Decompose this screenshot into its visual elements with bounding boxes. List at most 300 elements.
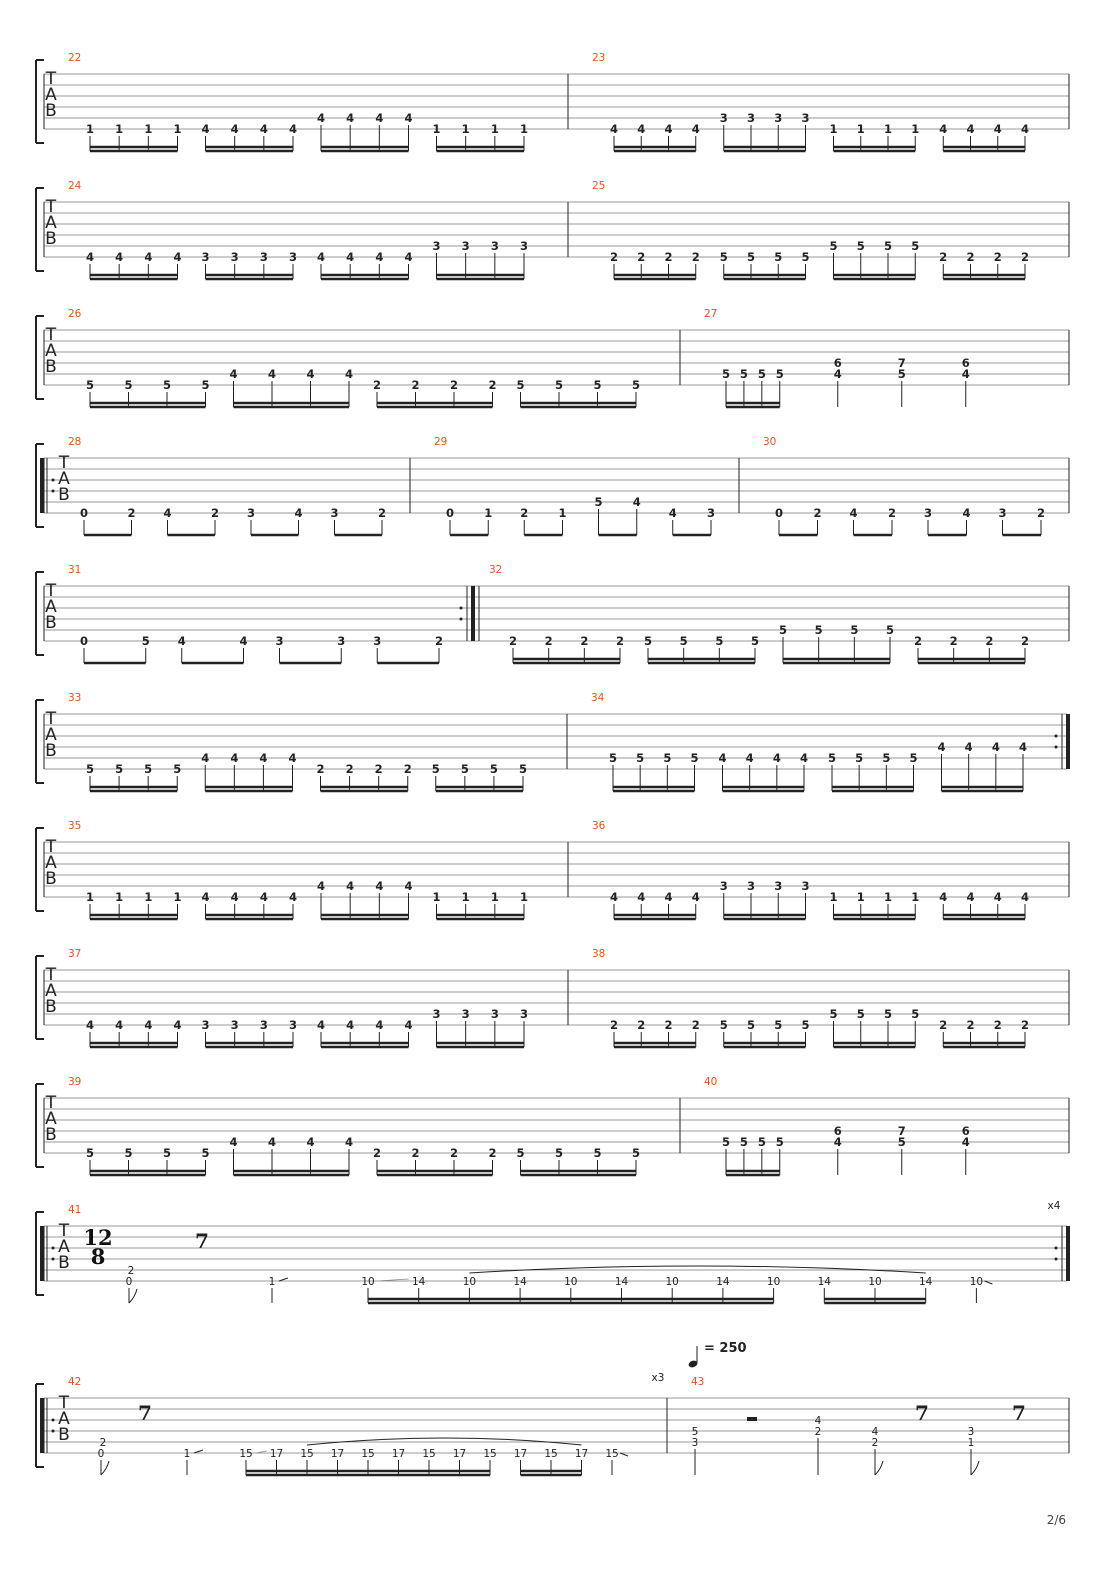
fret-number: 5 bbox=[631, 1146, 641, 1160]
fret-number: 4 bbox=[288, 890, 298, 904]
fret-number: 5 bbox=[721, 367, 731, 381]
fret-number: 5 bbox=[856, 239, 865, 253]
fret-number: 5 bbox=[115, 762, 124, 776]
fret-number: 5 bbox=[201, 378, 210, 392]
fret-number: 2 bbox=[544, 634, 553, 648]
fret-number: 2 bbox=[580, 634, 589, 648]
repeat-count: x4 bbox=[1047, 1200, 1061, 1212]
fret-number: 4 bbox=[259, 751, 268, 765]
fret-number: 2 bbox=[939, 1018, 948, 1032]
fret-number: 0 bbox=[97, 1448, 105, 1460]
fret-number: 1 bbox=[829, 122, 838, 136]
fret-number: 5 bbox=[746, 250, 756, 264]
tab-clef-letter: A bbox=[45, 597, 57, 617]
fret-number: 1 bbox=[519, 122, 529, 136]
fret-number: 2 bbox=[403, 762, 412, 776]
fret-number: 5 bbox=[757, 1135, 766, 1149]
repeat-count: x3 bbox=[651, 1372, 665, 1384]
fret-number: 1 bbox=[183, 1448, 191, 1460]
measure-number: 43 bbox=[691, 1376, 705, 1388]
fret-number: 4 bbox=[163, 506, 172, 520]
fret-number: 5 bbox=[801, 250, 810, 264]
fret-number: 3 bbox=[330, 506, 339, 520]
fret-number: 4 bbox=[85, 1018, 95, 1032]
fret-number: 5 bbox=[883, 1007, 893, 1021]
fret-number: 1 bbox=[115, 122, 124, 136]
fret-number: 4 bbox=[229, 367, 238, 381]
eighth-rest: 7 bbox=[138, 1401, 152, 1425]
fret-number: 1 bbox=[911, 122, 920, 136]
fret-number: 1 bbox=[432, 890, 441, 904]
fret-number: 1 bbox=[519, 890, 529, 904]
fret-number: 3 bbox=[432, 239, 441, 253]
chord-fret-upper: 6 bbox=[961, 356, 970, 370]
half-rest bbox=[747, 1417, 757, 1421]
staff-system bbox=[36, 52, 1069, 151]
fret-number: 5 bbox=[850, 623, 859, 637]
fret-number: 4 bbox=[404, 1018, 413, 1032]
fret-number: 4 bbox=[115, 1018, 124, 1032]
fret-number: 4 bbox=[991, 740, 1000, 754]
tab-clef-letter: T bbox=[45, 837, 57, 857]
fret-number: 5 bbox=[911, 1007, 920, 1021]
fret-number: 4 bbox=[375, 1018, 384, 1032]
flag bbox=[971, 1461, 979, 1475]
fret-number: 1 bbox=[144, 890, 153, 904]
flag bbox=[101, 1461, 109, 1475]
tab-clef-letter: B bbox=[58, 1425, 70, 1445]
fret-number: 5 bbox=[739, 367, 748, 381]
repeat-dot bbox=[52, 1258, 55, 1261]
fret-number: 2 bbox=[913, 634, 923, 648]
fret-number: 4 bbox=[239, 634, 248, 648]
fret-number: 3 bbox=[519, 239, 529, 253]
fret-number: 3 bbox=[801, 111, 810, 125]
fret-number: 3 bbox=[746, 111, 756, 125]
fret-number: 15 bbox=[605, 1448, 619, 1460]
fret-number: 17 bbox=[330, 1448, 345, 1460]
measure-number: 30 bbox=[763, 436, 777, 448]
fret-number: 5 bbox=[593, 1146, 602, 1160]
fret-number: 4 bbox=[173, 1018, 182, 1032]
fret-number: 17 bbox=[391, 1448, 406, 1460]
tab-clef-letter: A bbox=[45, 213, 57, 233]
chord-fret-lower: 1 bbox=[967, 1437, 975, 1449]
fret-number: 17 bbox=[269, 1448, 284, 1460]
measure-number: 42 bbox=[68, 1376, 82, 1388]
fret-number: 1 bbox=[173, 890, 182, 904]
fret-number: 4 bbox=[306, 367, 315, 381]
fret-number: 5 bbox=[757, 367, 766, 381]
fret-number: 2 bbox=[985, 634, 994, 648]
fret-number: 1 bbox=[558, 506, 567, 520]
fret-number: 3 bbox=[259, 1018, 268, 1032]
fret-number: 2 bbox=[637, 250, 646, 264]
chord-fret-upper: 3 bbox=[967, 1426, 975, 1438]
fret-number: 4 bbox=[966, 122, 975, 136]
fret-number: 2 bbox=[127, 506, 136, 520]
tab-clef-letter: B bbox=[45, 741, 57, 761]
fret-number: 4 bbox=[346, 1018, 355, 1032]
fret-number: 2 bbox=[449, 1146, 459, 1160]
fret-number: 5 bbox=[631, 378, 641, 392]
fret-number: 4 bbox=[346, 879, 355, 893]
fret-number: 2 bbox=[609, 1018, 619, 1032]
fret-number: 4 bbox=[691, 122, 700, 136]
fret-number: 4 bbox=[316, 879, 326, 893]
fret-number: 15 bbox=[300, 1448, 314, 1460]
fret-number: 10 bbox=[868, 1276, 882, 1288]
fret-number: 3 bbox=[259, 250, 268, 264]
fret-number: 2 bbox=[691, 1018, 700, 1032]
fret-number: 1 bbox=[911, 890, 920, 904]
fret-number: 4 bbox=[177, 634, 186, 648]
fret-number: 1 bbox=[856, 122, 865, 136]
tab-clef-letter: B bbox=[45, 1125, 57, 1145]
fret-number: 5 bbox=[829, 1007, 838, 1021]
fret-number: 2 bbox=[520, 506, 529, 520]
fret-number: 5 bbox=[679, 634, 688, 648]
fret-number: 2 bbox=[345, 762, 354, 776]
measure-number: 23 bbox=[592, 52, 606, 64]
fret-number: 4 bbox=[144, 1018, 153, 1032]
repeat-bar bbox=[471, 586, 475, 641]
fret-number: 4 bbox=[668, 506, 677, 520]
fret-number: 5 bbox=[201, 1146, 210, 1160]
fret-number: 5 bbox=[775, 367, 784, 381]
fret-number: 4 bbox=[201, 890, 210, 904]
fret-number: 5 bbox=[85, 1146, 95, 1160]
fret-number: 5 bbox=[554, 378, 564, 392]
fret-number: 10 bbox=[462, 1276, 477, 1288]
flag bbox=[129, 1289, 137, 1303]
fret-number: 4 bbox=[664, 890, 673, 904]
fret-number: 3 bbox=[373, 634, 382, 648]
staff-system bbox=[36, 180, 1069, 279]
fret-number: 4 bbox=[259, 122, 268, 136]
repeat-dot bbox=[1055, 1247, 1058, 1250]
fret-number: 14 bbox=[614, 1276, 629, 1288]
fret-number: 4 bbox=[637, 122, 646, 136]
measure-number: 31 bbox=[68, 564, 82, 576]
fret-number: 1 bbox=[85, 122, 95, 136]
staff-system bbox=[36, 1076, 1069, 1175]
fret-number: 2 bbox=[488, 378, 497, 392]
chord-fret-lower: 4 bbox=[961, 1135, 970, 1149]
repeat-dot bbox=[52, 1247, 55, 1250]
chord-fret-upper: 6 bbox=[961, 1124, 970, 1138]
tab-clef-letter: T bbox=[45, 325, 57, 345]
fret-number: 5 bbox=[774, 250, 783, 264]
fret-number: 17 bbox=[513, 1448, 528, 1460]
fret-number: 2 bbox=[210, 506, 220, 520]
fret-number: 1 bbox=[173, 122, 182, 136]
tab-clef-letter: B bbox=[58, 1253, 70, 1273]
tab-clef-letter: A bbox=[58, 469, 70, 489]
fret-number: 3 bbox=[246, 506, 256, 520]
fret-number: 10 bbox=[969, 1276, 984, 1288]
measure-number: 39 bbox=[68, 1076, 82, 1088]
fret-number: 2 bbox=[411, 1146, 420, 1160]
eighth-rest: 7 bbox=[915, 1401, 929, 1425]
fret-number: 5 bbox=[719, 250, 728, 264]
fret-number: 4 bbox=[316, 111, 326, 125]
chord-fret-upper: 7 bbox=[897, 1124, 906, 1138]
staff-system bbox=[36, 1200, 1070, 1303]
fret-number: 4 bbox=[288, 751, 297, 765]
fret-number: 14 bbox=[513, 1276, 527, 1288]
fret-number: 5 bbox=[739, 1135, 748, 1149]
fret-number: 3 bbox=[275, 634, 284, 648]
fret-number: 3 bbox=[998, 506, 1007, 520]
tab-clef-letter: A bbox=[58, 1409, 70, 1429]
fret-number: 0 bbox=[79, 506, 89, 520]
fret-number: 3 bbox=[201, 250, 210, 264]
fret-number: 3 bbox=[337, 634, 346, 648]
tab-clef-letter: T bbox=[45, 69, 57, 89]
fret-number: 0 bbox=[774, 506, 784, 520]
fret-number: 4 bbox=[294, 506, 303, 520]
fret-number: 5 bbox=[801, 1018, 810, 1032]
fret-number: 0 bbox=[125, 1276, 133, 1288]
repeat-start-bar bbox=[40, 1226, 44, 1281]
fret-number: 4 bbox=[772, 751, 781, 765]
fret-number: 3 bbox=[461, 1007, 470, 1021]
fret-number: 1 bbox=[461, 890, 470, 904]
fret-number: 4 bbox=[1020, 122, 1030, 136]
fret-number: 5 bbox=[885, 623, 895, 637]
fret-number: 4 bbox=[306, 1135, 315, 1149]
chord-fret-lower: 5 bbox=[897, 367, 906, 381]
fret-number: 3 bbox=[490, 239, 499, 253]
fret-number: 4 bbox=[664, 122, 673, 136]
staff-system bbox=[36, 1341, 1069, 1475]
chord-fret-lower: 4 bbox=[961, 367, 970, 381]
fret-number: 2 bbox=[1020, 1018, 1030, 1032]
repeat-dot bbox=[52, 1419, 55, 1422]
measure-number: 37 bbox=[68, 948, 82, 960]
staff-system bbox=[36, 948, 1069, 1047]
fret-number: 1 bbox=[829, 890, 838, 904]
fret-number: 10 bbox=[361, 1276, 375, 1288]
fret-number: 4 bbox=[229, 1135, 238, 1149]
fret-number: 4 bbox=[375, 111, 384, 125]
fret-number: 5 bbox=[431, 762, 440, 776]
repeat-end-bar bbox=[1066, 1226, 1070, 1281]
tab-clef-letter: B bbox=[45, 869, 57, 889]
fret-number: 0 bbox=[79, 634, 89, 648]
fret-number: 5 bbox=[829, 239, 838, 253]
fret-number: 3 bbox=[774, 111, 783, 125]
fret-number: 4 bbox=[609, 122, 619, 136]
fret-number: 5 bbox=[719, 1018, 728, 1032]
fret-number: 5 bbox=[911, 239, 920, 253]
fret-number: 4 bbox=[230, 122, 239, 136]
fret-number: 5 bbox=[636, 751, 645, 765]
fret-number: 4 bbox=[344, 367, 354, 381]
fret-number: 4 bbox=[404, 250, 413, 264]
fret-number: 2 bbox=[372, 1146, 382, 1160]
measure-number: 24 bbox=[68, 180, 82, 192]
fret-number: 1 bbox=[883, 890, 893, 904]
fret-number: 4 bbox=[85, 250, 95, 264]
fret-number: 2 bbox=[377, 506, 387, 520]
fret-number: 1 bbox=[490, 122, 499, 136]
fret-number: 14 bbox=[412, 1276, 426, 1288]
measure-number: 40 bbox=[704, 1076, 718, 1088]
fret-number: 1 bbox=[115, 890, 124, 904]
fret-number: 4 bbox=[173, 250, 182, 264]
fret-number: 1 bbox=[490, 890, 499, 904]
fret-number: 3 bbox=[746, 879, 756, 893]
tab-clef-letter: A bbox=[45, 1109, 57, 1129]
measure-number: 27 bbox=[704, 308, 718, 320]
fret-number: 2 bbox=[1020, 634, 1030, 648]
fret-number: 4 bbox=[201, 751, 210, 765]
fret-number: 5 bbox=[85, 762, 95, 776]
fret-number: 4 bbox=[267, 367, 277, 381]
fret-number: 5 bbox=[882, 751, 891, 765]
tab-clef-letter: T bbox=[45, 581, 57, 601]
fret-number: 3 bbox=[706, 506, 716, 520]
fret-number: 4 bbox=[404, 111, 413, 125]
fret-number: 5 bbox=[643, 634, 653, 648]
fret-number: 2 bbox=[664, 250, 673, 264]
fret-number: 1 bbox=[432, 122, 441, 136]
chord-fret-upper: 7 bbox=[897, 356, 906, 370]
fret-number: 4 bbox=[144, 250, 153, 264]
tab-clef-letter: T bbox=[58, 453, 70, 473]
tab-clef-letter: A bbox=[45, 853, 57, 873]
fret-number: 1 bbox=[856, 890, 865, 904]
measure-number: 22 bbox=[68, 52, 82, 64]
fret-number: 4 bbox=[267, 1135, 277, 1149]
fret-number: 5 bbox=[715, 634, 724, 648]
fret-number: 5 bbox=[85, 378, 95, 392]
fret-number: 3 bbox=[774, 879, 783, 893]
fret-number: 2 bbox=[939, 250, 948, 264]
staff-system bbox=[36, 564, 1069, 663]
flag bbox=[875, 1461, 883, 1475]
fret-number: 5 bbox=[489, 762, 498, 776]
tab-clef-letter: T bbox=[45, 197, 57, 217]
fret-number: 3 bbox=[461, 239, 470, 253]
fret-number: 5 bbox=[721, 1135, 731, 1149]
fret-number: 5 bbox=[856, 1007, 865, 1021]
measure-number: 26 bbox=[68, 308, 82, 320]
fret-number: 5 bbox=[124, 1146, 133, 1160]
fret-number: 5 bbox=[593, 378, 602, 392]
fret-number: 5 bbox=[855, 751, 864, 765]
fret-number: 5 bbox=[162, 1146, 172, 1160]
chord-fret-upper: 4 bbox=[814, 1415, 822, 1427]
measure-number: 28 bbox=[68, 436, 82, 448]
fret-number: 5 bbox=[141, 634, 150, 648]
tab-clef-letter: T bbox=[58, 1393, 70, 1413]
fret-number: 3 bbox=[719, 111, 728, 125]
fret-number: 5 bbox=[690, 751, 699, 765]
repeat-dot bbox=[52, 1430, 55, 1433]
repeat-start-bar bbox=[40, 1398, 44, 1453]
fret-number: 3 bbox=[230, 1018, 239, 1032]
fret-number: 5 bbox=[775, 1135, 784, 1149]
fret-number: 4 bbox=[230, 890, 239, 904]
tab-clef-letter: A bbox=[45, 341, 57, 361]
tempo-marking: = 250 bbox=[704, 1341, 747, 1356]
chord-fret-lower: 2 bbox=[871, 1437, 879, 1449]
fret-number: 3 bbox=[490, 1007, 499, 1021]
tab-clef-letter: B bbox=[45, 357, 57, 377]
fret-number: 5 bbox=[883, 239, 893, 253]
chord-fret-lower: 4 bbox=[833, 1135, 842, 1149]
fret-number: 1 bbox=[85, 890, 95, 904]
fret-number: 5 bbox=[516, 1146, 525, 1160]
chord-fret-lower: 3 bbox=[691, 1437, 699, 1449]
fret-number: 3 bbox=[719, 879, 728, 893]
fret-number: 15 bbox=[239, 1448, 253, 1460]
fret-number: 3 bbox=[801, 879, 810, 893]
fret-number: 5 bbox=[554, 1146, 564, 1160]
fret-number: 10 bbox=[665, 1276, 679, 1288]
fret-number: 5 bbox=[909, 751, 918, 765]
fret-number: 5 bbox=[814, 623, 823, 637]
fret-number: 2 bbox=[1020, 250, 1030, 264]
fret-number: 2 bbox=[1036, 506, 1046, 520]
fret-number: 4 bbox=[115, 250, 124, 264]
fret-number: 4 bbox=[745, 751, 754, 765]
fret-number: 4 bbox=[230, 751, 239, 765]
fret-number: 4 bbox=[632, 495, 641, 509]
fret-number: 0 bbox=[445, 506, 455, 520]
fret-number: 1 bbox=[268, 1276, 276, 1288]
staff-system bbox=[36, 820, 1069, 919]
fret-number: 2 bbox=[615, 634, 625, 648]
fret-number: 4 bbox=[964, 740, 973, 754]
fret-number: 3 bbox=[519, 1007, 529, 1021]
fret-number: 4 bbox=[609, 890, 619, 904]
fret-number: 4 bbox=[937, 740, 946, 754]
fret-number: 5 bbox=[663, 751, 672, 765]
staff-system bbox=[36, 692, 1070, 791]
fret-number: 2 bbox=[637, 1018, 646, 1032]
tab-clef-letter: A bbox=[45, 725, 57, 745]
fret-number: 4 bbox=[799, 751, 809, 765]
measure-number: 36 bbox=[592, 820, 606, 832]
fret-number: 15 bbox=[422, 1448, 436, 1460]
fret-number: 3 bbox=[288, 1018, 298, 1032]
fret-number: 2 bbox=[887, 506, 897, 520]
fret-number: 5 bbox=[827, 751, 837, 765]
page-number: 2/6 bbox=[1046, 1513, 1066, 1527]
chord-fret-lower: 5 bbox=[897, 1135, 906, 1149]
fret-number: 4 bbox=[1020, 890, 1030, 904]
repeat-dot bbox=[1055, 735, 1058, 738]
fret-number: 1 bbox=[883, 122, 893, 136]
fret-number: 3 bbox=[230, 250, 239, 264]
measure-number: 25 bbox=[592, 180, 606, 192]
measure-number: 34 bbox=[591, 692, 605, 704]
fret-number: 4 bbox=[939, 122, 948, 136]
repeat-dot bbox=[460, 607, 463, 610]
tab-clef-letter: T bbox=[45, 709, 57, 729]
fret-number: 14 bbox=[919, 1276, 933, 1288]
fret-number: 2 bbox=[664, 1018, 673, 1032]
fret-number: 3 bbox=[201, 1018, 210, 1032]
fret-number: 4 bbox=[346, 250, 355, 264]
fret-number: 5 bbox=[516, 378, 525, 392]
fret-number: 17 bbox=[452, 1448, 467, 1460]
fret-number: 5 bbox=[750, 634, 760, 648]
